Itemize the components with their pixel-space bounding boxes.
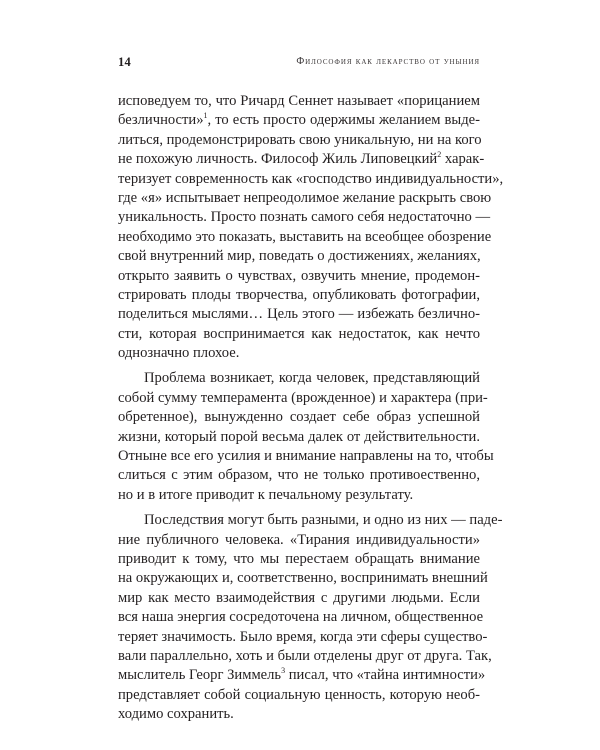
paragraph-2 <box>118 369 494 505</box>
text-line: обретенное), вынужденно создает себе образ успешной <box>118 409 480 426</box>
text-line: Последствия могут быть разными, и одно из них — паде- <box>144 512 503 529</box>
text-fragment: безличности» <box>118 112 204 129</box>
text-line: необходимо это показать, выставить на всеобщее обозрение <box>118 228 492 245</box>
text-line: сти, которая воспринимается как недостаток, как нечто <box>118 325 480 342</box>
text-line: на окружающих и, соответственно, воспринимать внешний <box>118 570 488 587</box>
page-number: 14 <box>118 55 132 69</box>
text-line: где «я» испытывает непреодолимое желание раскрыть свою <box>118 189 492 206</box>
text-line: свой внутренний мир, поведать о достижениях, желаниях, <box>118 248 481 265</box>
text-line: приводит к тому, что мы перестаем обращать внимание <box>118 550 480 567</box>
text-line: стрировать плоды творчества, опубликовать фотографии, <box>118 286 480 303</box>
page-header <box>118 55 480 71</box>
text-line: мир как место взаимодействия с другими людьми. Если <box>118 589 480 606</box>
body-text <box>118 92 504 725</box>
text-line: однозначно плохое. <box>118 345 240 362</box>
footnote-marker-2[interactable]: 2 <box>437 150 442 160</box>
text-line: собой сумму темперамента (врожденное) и характера (при- <box>118 389 488 406</box>
text-line: Отныне все его усилия и внимание направлены на то, чтобы <box>118 448 494 465</box>
text-fragment: не похожую личность. Философ Жиль Липовецкий <box>118 151 438 168</box>
text-fragment: харак- <box>441 151 485 168</box>
text-line: но и в итоге приводит к печальному результату. <box>118 486 414 503</box>
text-line <box>118 111 480 130</box>
text-line: вали параллельно, хоть и были отделены друг от друга. Так, <box>118 647 492 664</box>
text-fragment: мыслитель Георг Зиммель <box>118 667 282 684</box>
text-line: вся наша энергия сосредоточена на личном, общественное <box>118 609 484 626</box>
text-line <box>118 150 485 169</box>
text-line: жизни, который порой весьма далек от действительности. <box>118 428 480 445</box>
text-fragment: писал, что «тайна интимности» <box>285 667 486 684</box>
paragraph-3 <box>118 511 503 724</box>
text-line: уникальность. Просто познать самого себя недостаточно — <box>118 209 491 226</box>
text-line: литься, продемонстрировать свою уникальную, ни на кого <box>118 131 482 148</box>
text-line <box>118 666 486 685</box>
text-line: ходимо сохранить. <box>118 706 234 723</box>
text-line: ние публичного человека. «Тирания индивидуальности» <box>118 531 480 548</box>
text-line: представляет собой социальную ценность, которую необ- <box>118 686 480 703</box>
text-line: теряет значимость. Было время, когда эти сферы существо- <box>118 628 488 645</box>
footnote-marker-1[interactable]: 1 <box>203 111 208 121</box>
running-title: Философия как лекарство от уныния <box>296 56 480 67</box>
text-line: открыто заявить о чувствах, озвучить мнение, продемон- <box>118 267 480 284</box>
footnote-marker-3[interactable]: 3 <box>281 666 286 676</box>
text-line: исповедуем то, что Ричард Сеннет называет «порицанием <box>118 93 480 109</box>
text-line: теризует современность как «господство индивидуальности», <box>118 170 504 187</box>
text-line: поделиться мыслями… Цель этого — избежать безлично- <box>118 306 480 323</box>
text-fragment: , то есть просто одержимы желанием выде- <box>207 112 480 129</box>
text-line: Проблема возникает, когда человек, представляющий <box>144 370 480 387</box>
text-line: слиться с этим образом, что не только противоественно, <box>118 467 480 484</box>
paragraph-1 <box>118 92 504 363</box>
